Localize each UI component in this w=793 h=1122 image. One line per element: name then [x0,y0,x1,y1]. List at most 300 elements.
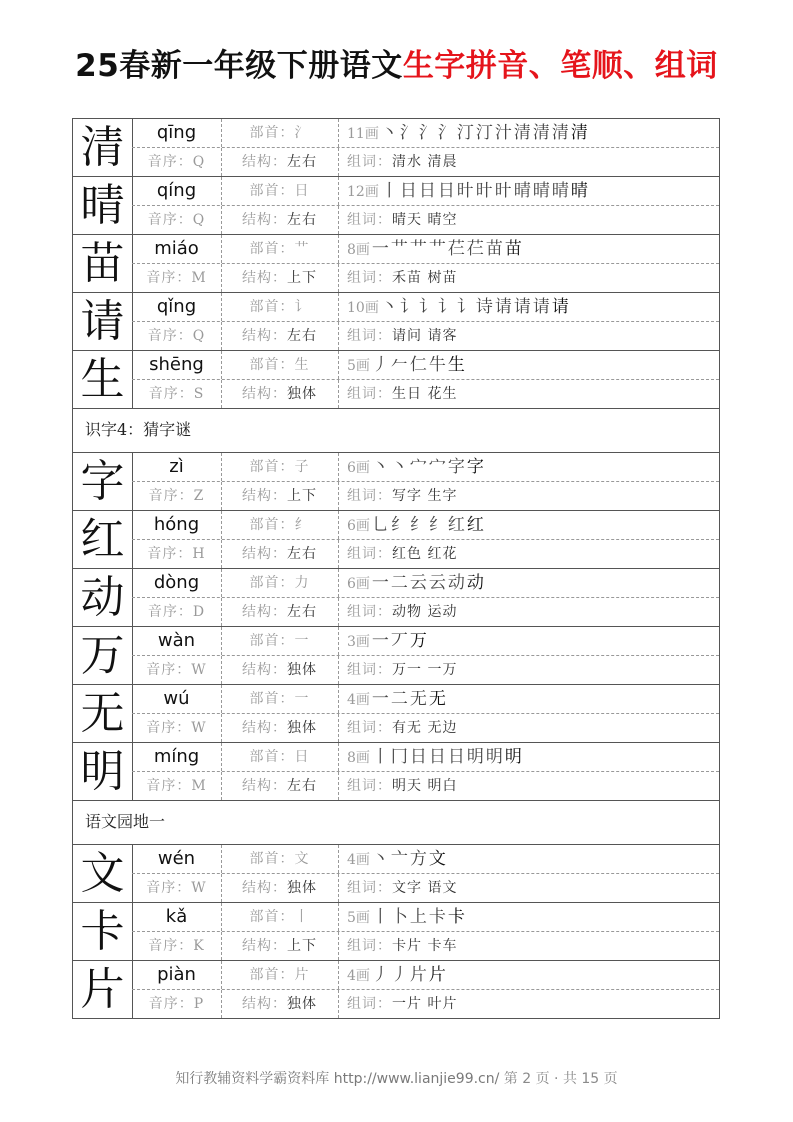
entry-row-bottom [132,772,719,800]
structure-cell [221,264,339,292]
stroke-step: 日 [437,181,455,201]
stroke-count: 8画 [347,750,370,766]
words-cell [339,206,719,234]
radical-cell [221,845,339,873]
words-label: 组词： [347,880,392,896]
words-value: 动物 运动 [392,604,458,620]
pinyin: qīng [132,119,222,147]
stroke-step: 无 [409,689,427,709]
radical-cell [221,961,339,989]
words-cell [339,714,719,742]
pinyin: miáo [132,235,222,263]
entry-row-bottom [132,990,719,1018]
stroke-step: 动 [447,573,465,593]
stroke-count: 6画 [347,518,370,534]
stroke-step: 艹 [390,239,408,259]
structure-value: 独体 [287,662,317,678]
radical-cell [221,627,339,655]
radical-cell [221,293,339,321]
stroke-step: 请 [551,297,569,317]
radical-cell [221,235,339,263]
structure-value: 独体 [287,386,317,402]
order-cell [132,714,222,742]
radical-value: 子 [294,459,310,475]
character-entry [72,453,720,511]
entry-row-top [132,961,719,990]
words-cell [339,540,719,568]
order-label: 音序： [147,328,193,344]
character-glyph: 请 [73,293,133,350]
order-value: M [191,270,207,286]
entry-row-bottom [132,714,719,742]
entry-row-bottom [132,148,719,176]
stroke-step: 明 [485,747,503,767]
radical-label: 部首： [249,851,295,867]
stroke-step: 汁 [494,123,512,143]
page-title [0,46,793,86]
stroke-step: 卡 [428,907,446,927]
entry-row-top [132,569,719,598]
character-entry [72,743,720,801]
radical-label: 部首： [249,125,295,141]
structure-cell [221,990,339,1018]
radical-cell [221,177,339,205]
structure-value: 左右 [287,154,317,170]
entry-row-top [132,685,719,714]
stroke-step: 请 [532,297,550,317]
stroke-step: 晴 [551,181,569,201]
pinyin: wú [132,685,222,713]
stroke-step: 芢 [466,239,484,259]
structure-value: 左右 [287,212,317,228]
stroke-order [339,685,719,713]
order-label: 音序： [146,778,192,794]
stroke-step: 万 [409,631,427,651]
words-value: 禾苗 树苗 [392,270,458,286]
stroke-step: 乚 [371,515,389,535]
words-cell [339,482,719,510]
structure-label: 结构： [242,938,287,954]
words-value: 清水 清晨 [392,154,458,170]
order-cell [132,656,222,684]
pinyin: zì [132,453,222,481]
pinyin: hóng [132,511,222,539]
stroke-order [339,961,719,989]
stroke-step: 氵 [437,123,455,143]
order-cell [132,322,222,350]
structure-label: 结构： [242,604,287,620]
title-black: 25春新一年级下册语文 [75,48,403,84]
entry-row-bottom [132,380,719,408]
structure-value: 独体 [287,880,317,896]
order-label: 音序： [148,488,194,504]
order-value: W [191,880,207,896]
stroke-step: 氵 [399,123,417,143]
words-label: 组词： [347,546,392,562]
stroke-step: 丆 [390,631,408,651]
structure-value: 上下 [287,270,317,286]
stroke-step: 清 [532,123,550,143]
stroke-step: 清 [570,123,588,143]
entry-row-top [132,351,719,380]
stroke-step: 芢 [447,239,465,259]
order-cell [132,148,222,176]
words-cell [339,772,719,800]
words-value: 生日 花生 [392,386,458,402]
entry-row-bottom [132,264,719,292]
words-label: 组词： [347,488,392,504]
words-label: 组词： [347,386,392,402]
order-cell [132,540,222,568]
words-value: 万一 一万 [392,662,458,678]
stroke-step: 请 [513,297,531,317]
order-value: M [191,778,207,794]
stroke-step: 片 [409,965,427,985]
words-label: 组词： [347,328,392,344]
stroke-step: 清 [513,123,531,143]
structure-label: 结构： [242,996,287,1012]
stroke-step: 日 [409,747,427,767]
order-value: Q [192,212,206,228]
stroke-step: 上 [409,907,427,927]
stroke-step: 日 [399,181,417,201]
stroke-step: 仁 [409,355,427,375]
radical-cell [221,685,339,713]
character-glyph: 红 [73,511,133,568]
words-label: 组词： [347,996,392,1012]
character-entry [72,293,720,351]
stroke-step: 宀 [428,457,446,477]
pinyin: qíng [132,177,222,205]
character-glyph: 片 [73,961,133,1018]
stroke-step: 明 [466,747,484,767]
stroke-step: 讠 [456,297,474,317]
structure-value: 上下 [287,488,317,504]
stroke-step: 汀 [475,123,493,143]
entry-row-top [132,903,719,932]
stroke-order [339,903,719,931]
order-label: 音序： [147,604,193,620]
radical-value: 氵 [294,125,310,141]
entry-row-top [132,119,719,148]
structure-value: 独体 [287,996,317,1012]
structure-cell [221,598,339,626]
order-value: H [192,546,206,562]
words-cell [339,990,719,1018]
words-value: 红色 红花 [392,546,458,562]
character-entry [72,569,720,627]
radical-label: 部首： [249,517,295,533]
order-value: Q [192,154,206,170]
words-value: 卡片 卡车 [392,938,458,954]
radical-value: 日 [294,749,310,765]
radical-label: 部首： [249,357,295,373]
words-label: 组词： [347,154,392,170]
order-cell [132,380,222,408]
character-glyph: 无 [73,685,133,742]
section-heading: 识字4：猜字谜 [72,409,720,453]
stroke-step: 讠 [437,297,455,317]
structure-label: 结构： [242,546,287,562]
order-cell [132,874,222,902]
stroke-step: 氵 [418,123,436,143]
radical-label: 部首： [249,299,295,315]
stroke-step: 卡 [447,907,465,927]
stroke-count: 6画 [347,576,370,592]
words-label: 组词： [347,778,392,794]
character-glyph: 清 [73,119,133,176]
order-value: W [191,720,207,736]
order-value: P [193,996,205,1012]
words-value: 写字 生字 [392,488,458,504]
radical-label: 部首： [249,575,295,591]
structure-cell [221,206,339,234]
stroke-step: 日 [447,747,465,767]
structure-cell [221,714,339,742]
structure-cell [221,656,339,684]
structure-label: 结构： [242,270,287,286]
stroke-order [339,235,719,263]
entry-row-top [132,511,719,540]
structure-cell [221,322,339,350]
words-label: 组词： [347,604,392,620]
radical-value: 一 [294,633,310,649]
stroke-step: 讠 [399,297,417,317]
character-table [72,118,720,1019]
stroke-step: 艹 [428,239,446,259]
order-cell [132,990,222,1018]
stroke-step: 丨 [380,181,398,201]
structure-cell [221,874,339,902]
radical-value: 丨 [294,909,310,925]
words-value: 一片 叶片 [392,996,458,1012]
stroke-step: 云 [409,573,427,593]
entry-row-top [132,177,719,206]
stroke-step: 二 [390,573,408,593]
stroke-step: 丨 [371,907,389,927]
stroke-step: 动 [466,573,484,593]
stroke-step: 牛 [428,355,446,375]
words-label: 组词： [347,212,392,228]
stroke-step: 旪 [494,181,512,201]
stroke-step: 字 [466,457,484,477]
order-label: 音序： [146,662,192,678]
structure-label: 结构： [242,778,287,794]
radical-value: 生 [294,357,310,373]
stroke-step: 无 [428,689,446,709]
stroke-step: 日 [428,747,446,767]
pinyin: shēng [132,351,222,379]
order-label: 音序： [148,996,194,1012]
character-glyph: 晴 [73,177,133,234]
structure-value: 左右 [287,778,317,794]
order-value: W [191,662,207,678]
words-cell [339,874,719,902]
radical-value: 文 [294,851,310,867]
structure-cell [221,540,339,568]
radical-label: 部首： [249,459,295,475]
stroke-count: 11画 [347,126,379,142]
stroke-order [339,845,719,873]
words-label: 组词： [347,270,392,286]
character-entry [72,903,720,961]
stroke-count: 4画 [347,852,370,868]
character-entry [72,961,720,1019]
pinyin: qǐng [132,293,222,321]
stroke-step: 苗 [485,239,503,259]
radical-cell [221,351,339,379]
radical-label: 部首： [249,909,295,925]
radical-value: 片 [294,967,310,983]
character-entry [72,351,720,409]
stroke-step: 二 [390,689,408,709]
order-value: D [192,604,206,620]
stroke-step: 请 [494,297,512,317]
stroke-step: 丶 [380,123,398,143]
stroke-step: 晴 [532,181,550,201]
character-entry [72,119,720,177]
order-value: Z [193,488,205,504]
footer-source: 知行教辅资料学霸资料库 http://www.lianjie99.cn/ [175,1071,500,1087]
stroke-step: 生 [447,355,465,375]
character-glyph: 万 [73,627,133,684]
structure-label: 结构： [242,328,287,344]
character-glyph: 动 [73,569,133,626]
stroke-step: 片 [428,965,446,985]
entry-row-top [132,293,719,322]
stroke-step: 亠 [390,849,408,869]
stroke-count: 4画 [347,968,370,984]
stroke-step: 旪 [456,181,474,201]
structure-value: 左右 [287,604,317,620]
stroke-step: 文 [428,849,446,869]
pinyin: kǎ [132,903,222,931]
stroke-step: 汀 [456,123,474,143]
structure-label: 结构： [242,212,287,228]
pinyin: dòng [132,569,222,597]
stroke-count: 5画 [347,910,370,926]
stroke-step: 丨 [371,747,389,767]
words-value: 文字 语文 [392,880,458,896]
words-cell [339,932,719,960]
structure-cell [221,148,339,176]
character-glyph: 明 [73,743,133,800]
structure-value: 左右 [287,546,317,562]
stroke-step: 旪 [475,181,493,201]
stroke-step: 字 [447,457,465,477]
stroke-step: 清 [551,123,569,143]
structure-cell [221,380,339,408]
stroke-step: 讠 [418,297,436,317]
stroke-order [339,511,719,539]
page-footer [0,1068,793,1088]
stroke-step: 纟 [390,515,408,535]
order-value: Q [192,328,206,344]
words-label: 组词： [347,720,392,736]
order-cell [132,264,222,292]
words-label: 组词： [347,662,392,678]
stroke-count: 5画 [347,358,370,374]
radical-label: 部首： [249,241,295,257]
stroke-step: 红 [466,515,484,535]
stroke-step: 宀 [409,457,427,477]
stroke-count: 3画 [347,634,370,650]
order-cell [132,598,222,626]
structure-label: 结构： [242,154,287,170]
footer-page-number: 第 2 页 · 共 15 页 [503,1071,618,1087]
pinyin: piàn [132,961,222,989]
stroke-order [339,569,719,597]
character-glyph: 字 [73,453,133,510]
stroke-count: 8画 [347,242,370,258]
stroke-count: 4画 [347,692,370,708]
order-value: K [193,938,205,954]
radical-cell [221,569,339,597]
stroke-order [339,453,719,481]
stroke-count: 10画 [347,300,379,316]
character-entry [72,685,720,743]
order-label: 音序： [146,880,192,896]
radical-value: 艹 [294,241,310,257]
character-entry [72,627,720,685]
structure-value: 上下 [287,938,317,954]
stroke-step: 一 [371,631,389,651]
entry-row-bottom [132,206,719,234]
character-entry [72,845,720,903]
stroke-step: 一 [371,239,389,259]
entry-row-bottom [132,656,719,684]
character-glyph: 文 [73,845,133,902]
title-red: 生字拼音、笔顺、组词 [402,48,718,84]
stroke-order [339,627,719,655]
order-cell [132,932,222,960]
entry-row-top [132,627,719,656]
words-cell [339,322,719,350]
stroke-step: 诗 [475,297,493,317]
entry-row-bottom [132,482,719,510]
radical-cell [221,743,339,771]
words-cell [339,656,719,684]
stroke-order [339,119,719,147]
entry-row-top [132,845,719,874]
stroke-step: 晴 [570,181,588,201]
section-heading: 语文园地一 [72,801,720,845]
stroke-step: 云 [428,573,446,593]
structure-cell [221,932,339,960]
radical-label: 部首： [249,183,295,199]
stroke-step: 红 [447,515,465,535]
stroke-step: 晴 [513,181,531,201]
character-glyph: 卡 [73,903,133,960]
stroke-step: 明 [504,747,522,767]
stroke-step: 艹 [409,239,427,259]
character-entry [72,235,720,293]
stroke-step: 丶 [390,457,408,477]
order-label: 音序： [146,720,192,736]
entry-row-top [132,453,719,482]
pinyin: wén [132,845,222,873]
pinyin: wàn [132,627,222,655]
words-cell [339,598,719,626]
radical-value: 日 [294,183,310,199]
radical-cell [221,903,339,931]
character-entry [72,511,720,569]
words-value: 明天 明白 [392,778,458,794]
radical-value: 讠 [294,299,310,315]
character-glyph: 苗 [73,235,133,292]
order-label: 音序： [147,546,193,562]
words-value: 晴天 晴空 [392,212,458,228]
